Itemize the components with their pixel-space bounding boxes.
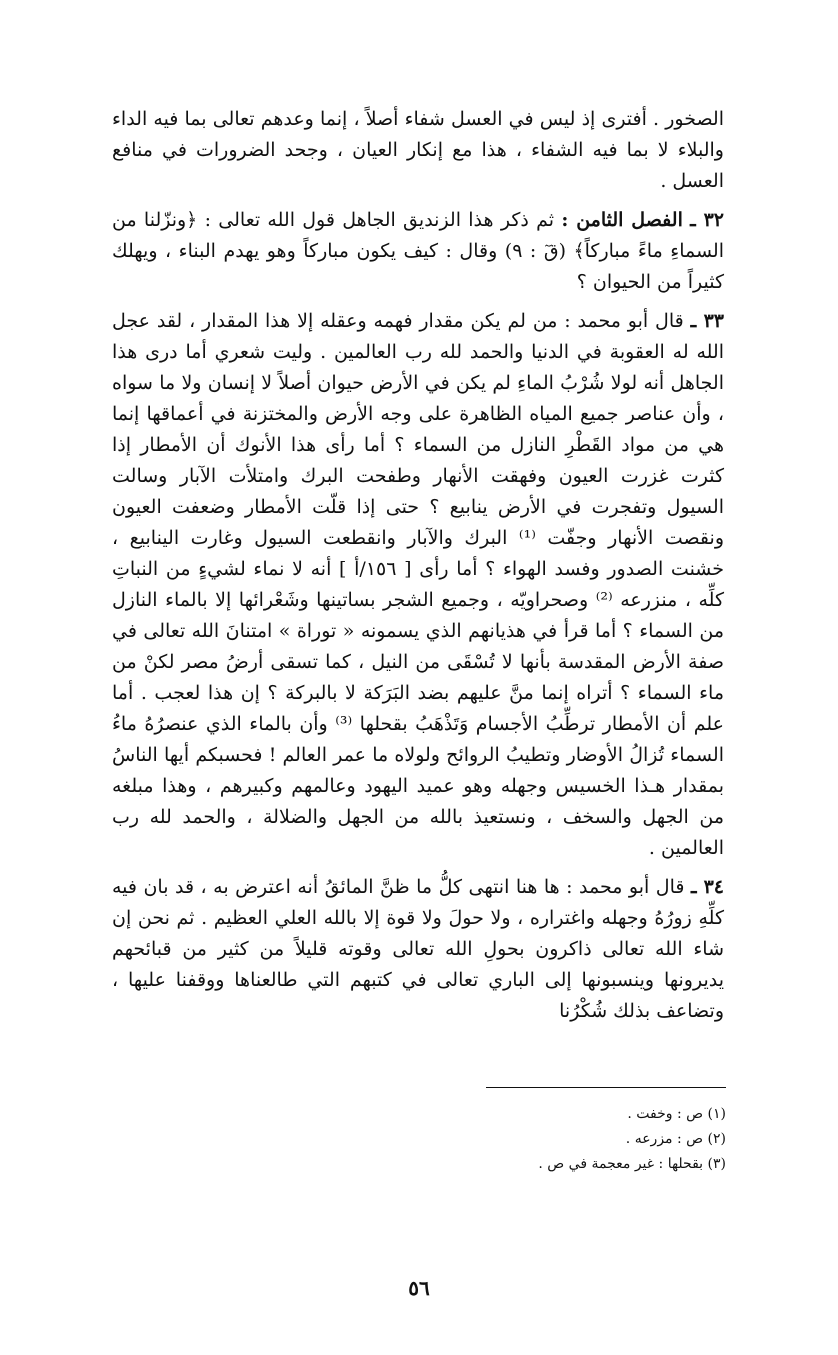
paragraph-text: قال أبو محمد : ها هنا انتهى كلُّ ما ظنَّ المائقُ أنه اعترض به ، قد بان فيه كلِّهِ زورُهُ وجهله واغتراره ، ولا حولَ ولا قوة إلا بالله العلي العظيم . ثم نحن إن شاء الله تعالى ذاكرون بحولِ الله تعالى وقوته قليلاً من كثير من قبائحهم يديرونها وينسبونها إلى الباري تعالى في كتبهم التي طالعناها ووقفنا عليها ، وتضاعف بذلك شُكْرُنا — [112, 876, 724, 1022]
paragraph — [112, 872, 724, 1027]
section-heading: الفصل الثامن : — [561, 209, 683, 231]
footnotes — [306, 1102, 726, 1177]
footnote-divider — [486, 1087, 726, 1088]
page-number: ٥٦ — [408, 1276, 430, 1300]
footnote: (١) ص : وخفت . — [627, 1106, 726, 1122]
body-text — [112, 104, 724, 1027]
paragraph — [112, 306, 724, 864]
paragraph-text: ثم ذكر هذا الزنديق الجاهل قول الله تعالى : ﴿ونزّلنا من السماءِ ماءً مباركاً﴾ (قٓ : ٩) وقال : كيف يكون مباركاً وهو يهدم البناء ، ويهلك كثيراً من الحيوان ؟ — [112, 209, 724, 293]
paragraph-number: ٣٣ ـ — [690, 310, 724, 332]
paragraph — [112, 205, 724, 298]
footnote: (٢) ص : مزرعه . — [625, 1131, 726, 1147]
paragraph-number: ٣٤ ـ — [690, 876, 724, 898]
paragraph-number: ٣٢ ـ — [690, 209, 725, 231]
paragraph — [112, 104, 724, 197]
paragraph-text: قال أبو محمد : من لم يكن مقدار فهمه وعقله إلا هذا المقدار ، لقد عجل الله له العقوبة في الدنيا والحمد لله رب العالمين . وليت شعري أما درى هذا الجاهل أنه لولا شُرْبُ الماءِ لم يكن في الأرض حيوان أصلاً لا إنسان ولا ما سواه ، وأن عناصر جميع المياه الظاهرة على وجه الأرض والمختزنة في أعماقها إنما هي من مواد القَطْرِ النازل من السماء ؟ أما رأى هذا الأنوك أن الأمطار إذا كثرت غزرت العيون وفهقت الأنهار وطفحت البرك وامتلأت الآبار وسالت السيول وتفجرت في الأرض ينابيع ؟ حتى إذا قلّت الأمطار وضعفت العيون ونقصت الأنهار وجفّت ⁽¹⁾ البرك والآبار وانقطعت السيول وغارت الينابيع ، خشنت الصدور وفسد الهواء ؟ أما رأى [ ١٥٦/أ ] أنه لا نماء لشيءٍ من النباتِ كلِّه ، منزرعه ⁽²⁾ وصحراويّه ، وجميع الشجر بساتينها وشَعْرائها إلا بالماء النازل من السماء ؟ أما قرأ في هذيانهم الذي يسمونه « توراة » امتنانَ الله تعالى في صفة الأرض المقدسة بأنها لا تُسْقَى من النيل ، كما تسقى أرضُ مصر لكنْ من ماء السماء ؟ أتراه إنما منَّ عليهم بضد البَرَكة لا بالبركة ؟ إن هذا لعجب . أما علم أن الأمطار ترطِّبُ الأجسام وَتَذْهَبُ بقحلها ⁽³⁾ وأن بالماء الذي عنصرُهُ ماءُ السماء تُزالُ الأوضار وتطيبُ الروائح ولولاه ما عمر العالم ! فحسبكم أيها الناسُ بمقدار هـذا الخسيس وجهله وهو عميد اليهود وعالمهم وكبيرهم ، وهذا مبلغه من الجهل والسخف ، ونستعيذ بالله من الجهل والضلالة ، والحمد لله رب العالمين . — [112, 310, 724, 859]
footnote: (٣) بقحلها : غير معجمة في ص . — [538, 1156, 726, 1172]
paragraph-text: الصخور . أفترى إذ ليس في العسل شفاء أصلاً ، إنما وعدهم تعالى بما فيه الداء والبلاء لا بما فيه الشفاء ، هذا مع إنكار العيان ، وجحد الضرورات في منافع العسل . — [112, 108, 724, 192]
